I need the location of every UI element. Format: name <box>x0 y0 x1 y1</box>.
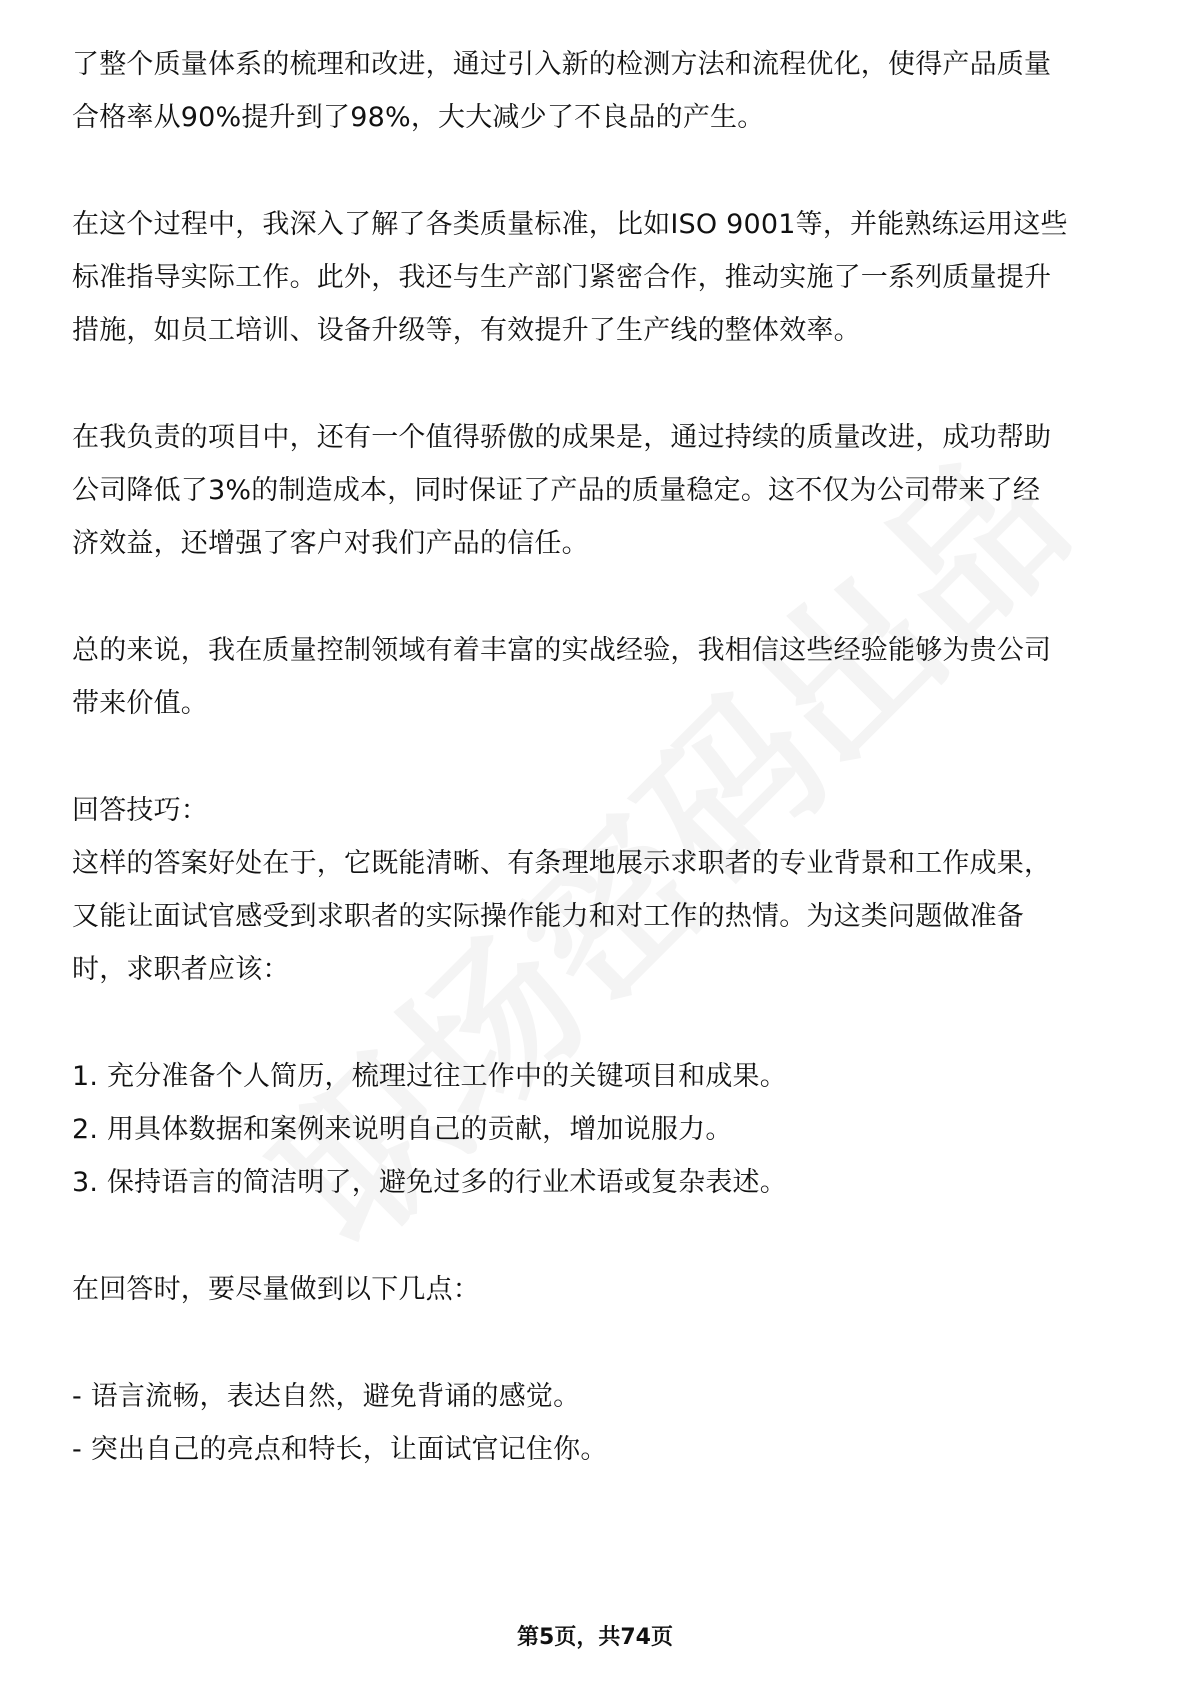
paragraph-2-line-1: 在这个过程中，我深入了解了各类质量标准，比如ISO 9001等，并能熟练运用这些 <box>72 209 1068 240</box>
paragraph-5-line-2: 又能让面试官感受到求职者的实际操作能力和对工作的热情。为这类问题做准备 <box>72 901 1024 932</box>
tips-heading: 回答技巧： <box>72 795 208 826</box>
paragraph-7-line-1: 在回答时，要尽量做到以下几点： <box>72 1274 480 1305</box>
paragraph-5-line-3: 时，求职者应该： <box>72 954 290 985</box>
paragraph-2-line-3: 措施，如员工培训、设备升级等，有效提升了生产线的整体效率。 <box>72 315 861 346</box>
paragraph-4-line-2: 带来价值。 <box>72 688 208 719</box>
paragraph-1-line-2: 合格率从90%提升到了98%，大大减少了不良品的产生。 <box>72 102 765 133</box>
list-item: 3. 保持语言的简洁明了，避免过多的行业术语或复杂表述。 <box>72 1167 787 1198</box>
list-item: - 语言流畅，表达自然，避免背诵的感觉。 <box>72 1381 581 1412</box>
paragraph-5-line-1: 这样的答案好处在于，它既能清晰、有条理地展示求职者的专业背景和工作成果， <box>72 848 1052 879</box>
paragraph-2-line-2: 标准指导实际工作。此外，我还与生产部门紧密合作，推动实施了一系列质量提升 <box>72 262 1052 293</box>
paragraph-1-line-1: 了整个质量体系的梳理和改进，通过引入新的检测方法和流程优化，使得产品质量 <box>72 49 1052 80</box>
paragraph-3-line-1: 在我负责的项目中，还有一个值得骄傲的成果是，通过持续的质量改进，成功帮助 <box>72 422 1052 453</box>
list-item: 2. 用具体数据和案例来说明自己的贡献，增加说服力。 <box>72 1114 733 1145</box>
paragraph-3-line-2: 公司降低了3%的制造成本，同时保证了产品的质量稳定。这不仅为公司带来了经 <box>72 475 1041 506</box>
paragraph-3-line-3: 济效益，还增强了客户对我们产品的信任。 <box>72 528 589 559</box>
page-number-footer: 第5页，共74页 <box>517 1625 673 1650</box>
list-item: - 突出自己的亮点和特长，让面试官记住你。 <box>72 1434 608 1465</box>
list-item: 1. 充分准备个人简历，梳理过往工作中的关键项目和成果。 <box>72 1061 787 1092</box>
paragraph-4-line-1: 总的来说，我在质量控制领域有着丰富的实战经验，我相信这些经验能够为贵公司 <box>72 635 1052 666</box>
